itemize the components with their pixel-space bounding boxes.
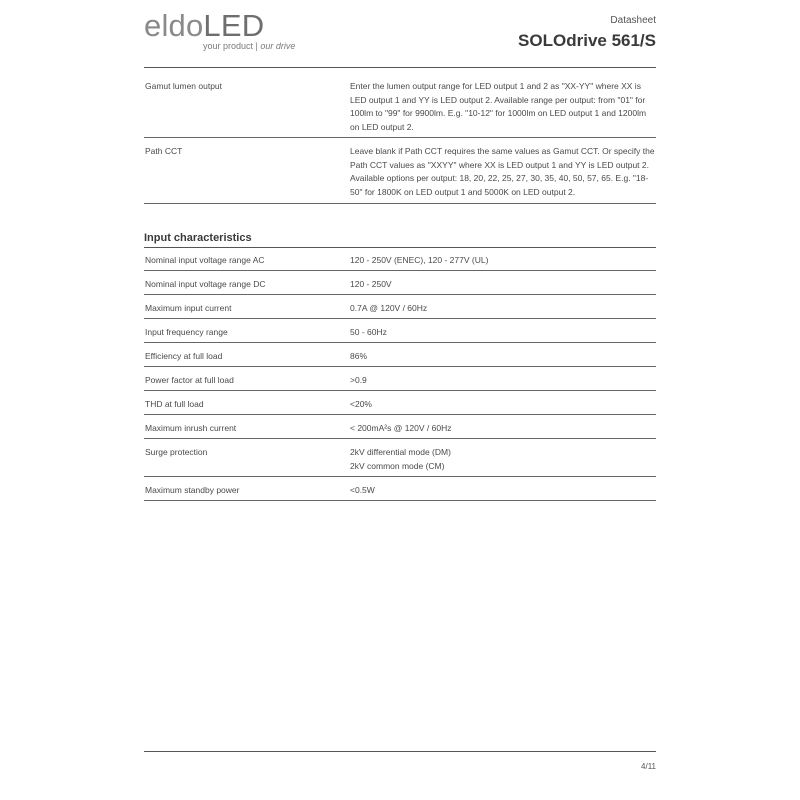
row-label: Surge protection [145, 447, 208, 457]
input-table [144, 254, 656, 501]
row-label: Maximum inrush current [145, 423, 237, 433]
section-title: Input characteristics [144, 232, 252, 244]
table-row [144, 302, 656, 319]
tagline-part-b: our drive [260, 41, 296, 51]
logo-wordmark [144, 8, 264, 44]
row-label: Gamut lumen output [145, 81, 223, 91]
table-row [144, 350, 656, 367]
table-row [144, 326, 656, 343]
row-label: Nominal input voltage range AC [145, 255, 265, 265]
logo-led: LED [203, 8, 265, 43]
table-row [144, 145, 656, 204]
table-row [144, 278, 656, 295]
ordering-table [144, 80, 656, 204]
row-label: Power factor at full load [145, 375, 234, 385]
row-label: Input frequency range [145, 327, 228, 337]
row-label: Efficiency at full load [145, 351, 223, 361]
table-row [144, 398, 656, 415]
row-label: Maximum standby power [145, 485, 240, 495]
row-value: 120 - 250V [350, 279, 392, 289]
row-value: Leave blank if Path CCT requires the same values as Gamut CCT. Or specify the Path CCT values as "XXYY" where XX is LED output 1 and YY is LED output 2. Available options per output: 18, 20, 22, 25, 27, 30, 35, 40, 50, 57, 65. E.g. "18-50" for 1800K on LED output 1 and 5000K on LED output 2. [350, 146, 655, 197]
row-value: 0.7A @ 120V / 60Hz [350, 303, 428, 313]
row-value: <20% [350, 399, 372, 409]
logo-eldo: eldo [144, 8, 204, 43]
row-value: 50 - 60Hz [350, 327, 387, 337]
row-value: 86% [350, 351, 368, 361]
row-value: 2kV differential mode (DM) [350, 447, 451, 457]
document-type: Datasheet [610, 15, 656, 26]
tagline-part-a: your product | [203, 41, 261, 51]
row-label: Path CCT [145, 146, 183, 156]
row-label: Nominal input voltage range DC [145, 279, 266, 289]
row-value: < 200mA²s @ 120V / 60Hz [350, 423, 452, 433]
row-value-2: 2kV common mode (CM) [350, 460, 445, 471]
table-row [144, 374, 656, 391]
row-value: Enter the lumen output range for LED output 1 and 2 as "XX-YY" where XX is LED output 1 and YY is LED output 2. Available range per output: from "01" for 100lm to "99" for 9900lm. E.g. "10-12" for 1000lm on LED output 1 and 1200lm on LED output 2. [350, 81, 647, 132]
logo-tagline [203, 41, 295, 51]
row-value: 120 - 250V (ENEC), 120 - 277V (UL) [350, 255, 489, 265]
row-label: Maximum input current [145, 303, 232, 313]
section-rule [144, 247, 656, 248]
brand-logo [144, 8, 296, 51]
product-name: SOLOdrive 561/S [518, 31, 656, 50]
row-value: >0.9 [350, 375, 367, 385]
table-row [144, 80, 656, 138]
table-row [144, 254, 656, 271]
page-number: 4/11 [641, 762, 656, 771]
row-value: <0.5W [350, 485, 375, 495]
table-row [144, 422, 656, 439]
table-row [144, 446, 656, 477]
header-rule [144, 67, 656, 68]
footer-rule [144, 751, 656, 752]
table-row [144, 484, 656, 501]
row-label: THD at full load [145, 399, 204, 409]
